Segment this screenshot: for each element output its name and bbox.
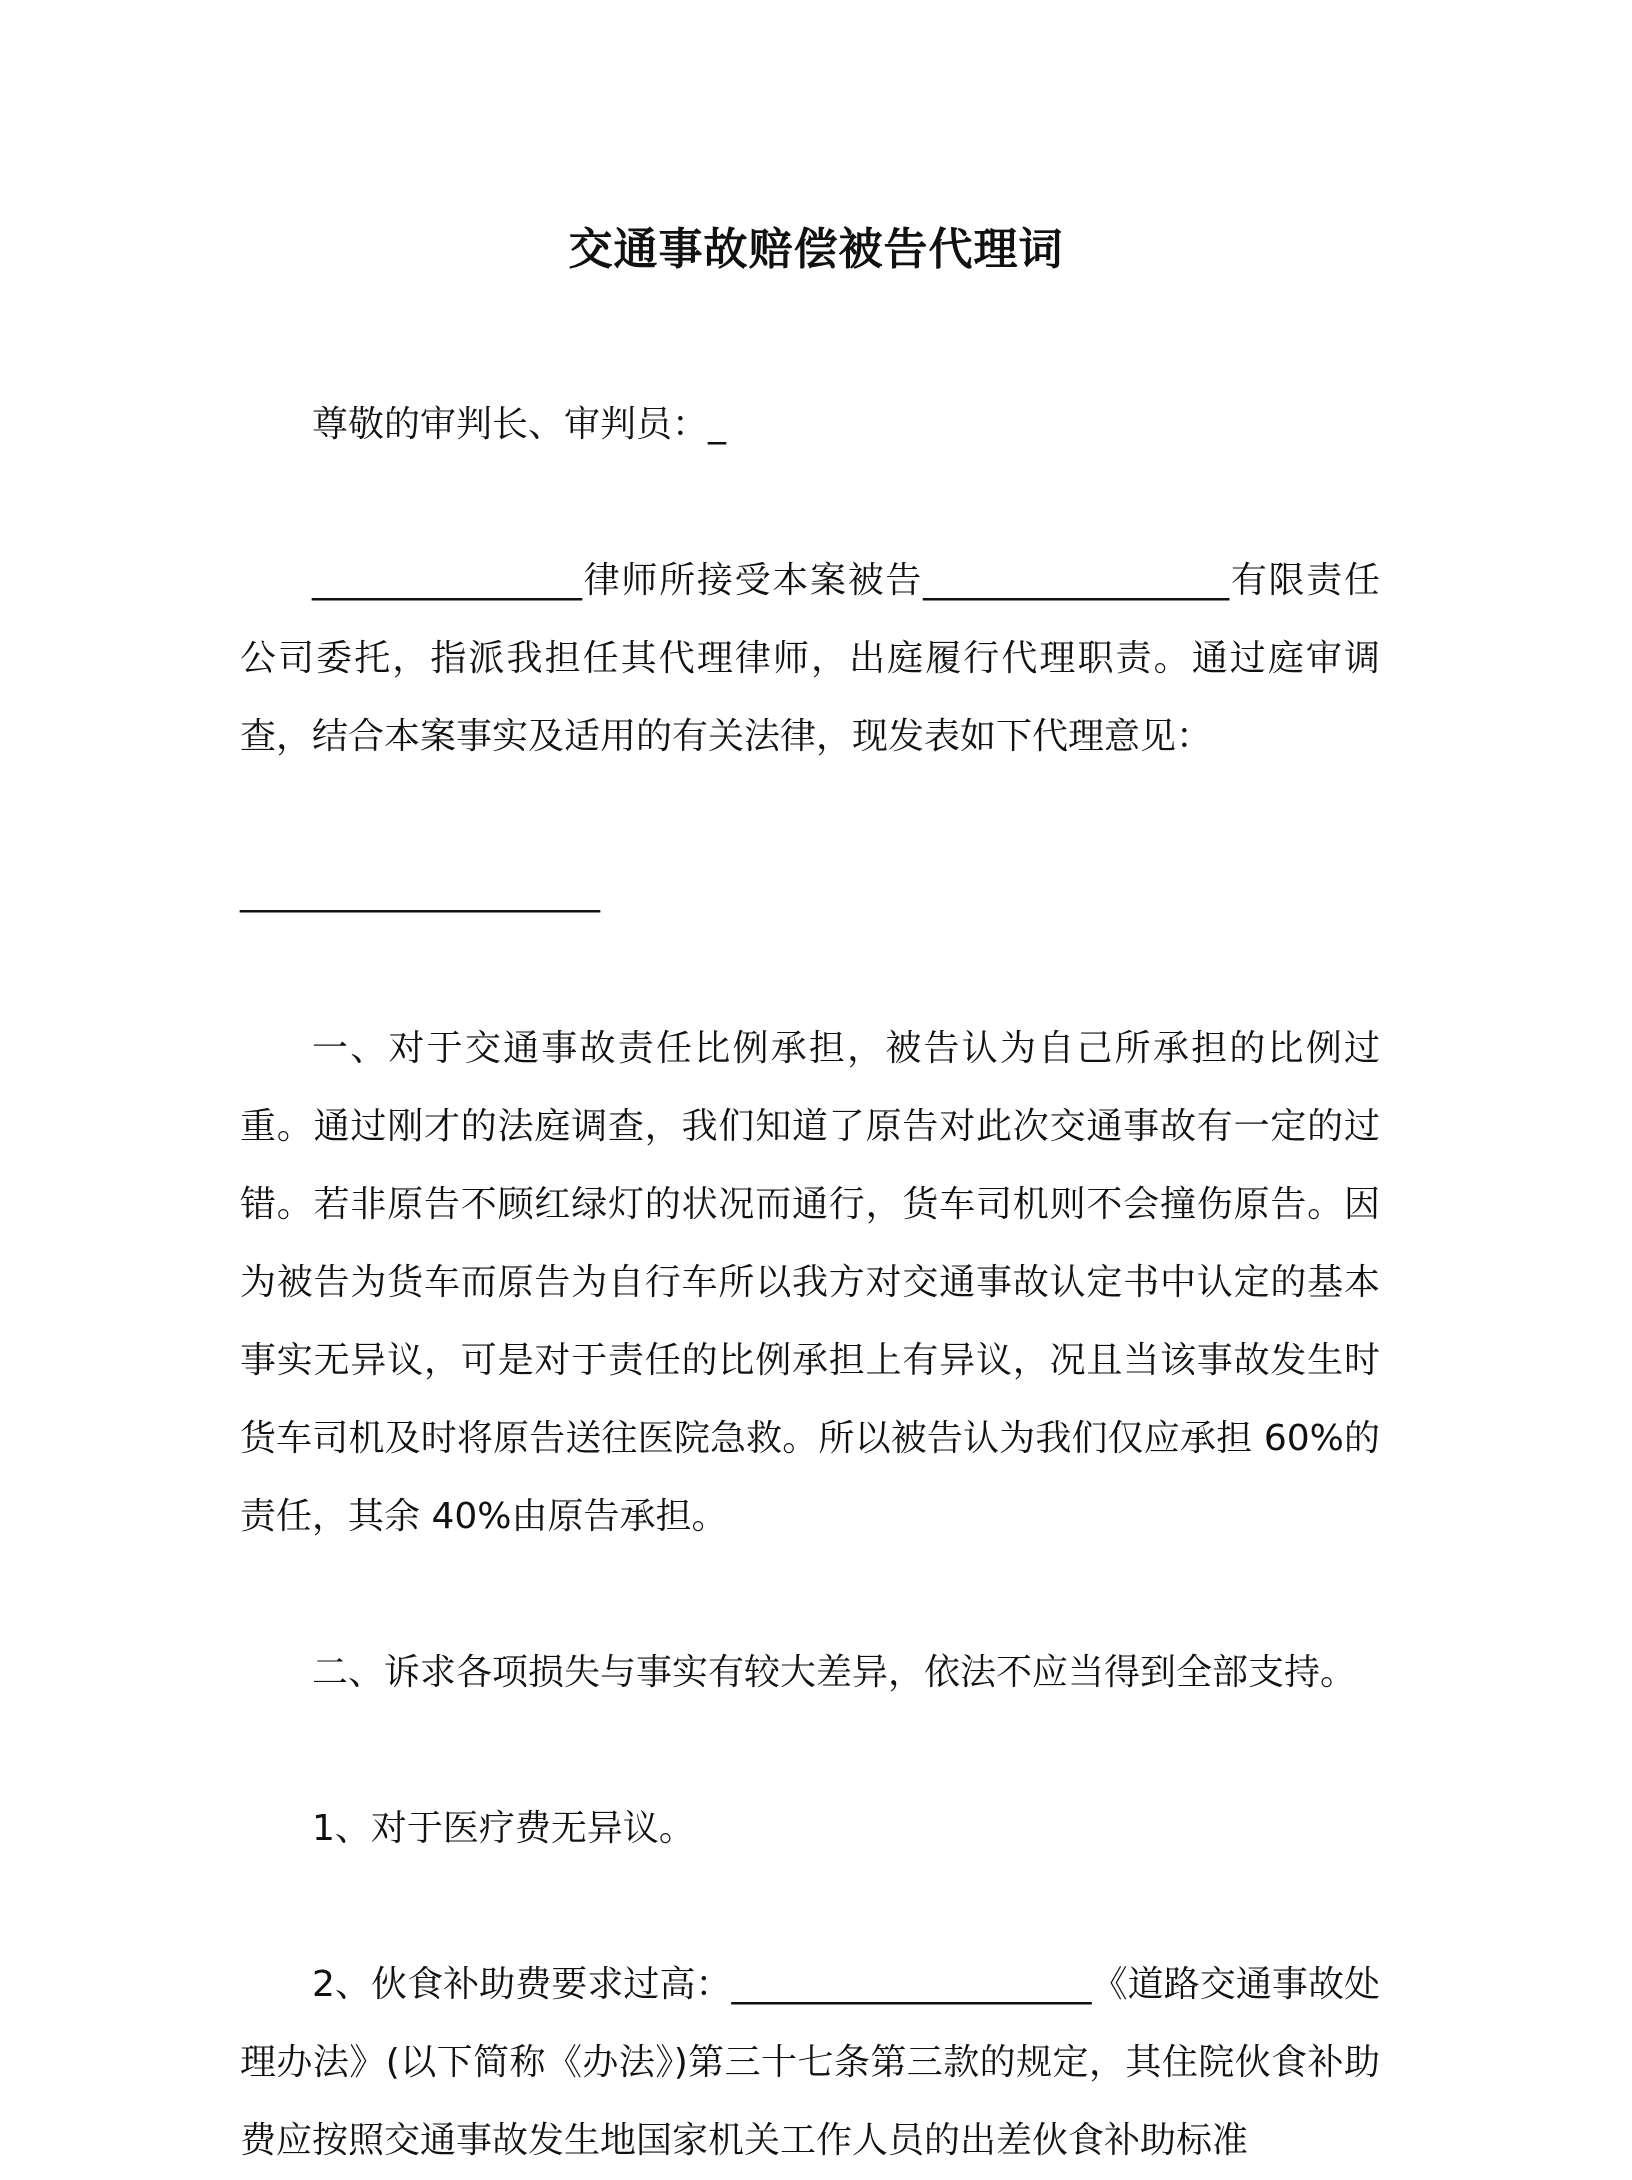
document-title: 交通事故赔偿被告代理词 bbox=[568, 224, 1064, 275]
opinion-one-paragraph: 一、对于交通事故责任比例承担，被告认为自己所承担的比例过重。通过刚才的法庭调查，我们知道了原告对此次交通事故有一定的过错。若非原告不顾红绿灯的状况而通行，货车司机则不会撞伤原告。因为被告为货车而原告为自行车所以我方对交通事故认定书中认定的基本事实无异议，可是对于责任的比例承担上有异议，况且当该事故发生时货车司机及时将原告送往医院急救。所以被告认为我们仅应承担 60%的责任，其余 40%由原告承担。 bbox=[240, 1028, 1380, 1537]
salutation-paragraph: 尊敬的审判长、审判员：_ bbox=[312, 404, 727, 445]
blank-line-paragraph: ____________________ bbox=[240, 872, 600, 913]
medical-fee-paragraph: 1、对于医疗费无异议。 bbox=[312, 1808, 695, 1849]
document-body bbox=[240, 386, 1380, 2180]
meal-subsidy-paragraph: 2、伙食补助费要求过高：____________________《道路交通事故处理办法》(以下简称《办法》)第三十七条第三款的规定，其住院伙食补助费应按照交通事故发生地国家机关工作人员的出差伙食补助标准 bbox=[240, 1964, 1380, 2161]
intro-paragraph: _______________律师所接受本案被告_________________有限责任公司委托，指派我担任其代理律师，出庭履行代理职责。通过庭审调查，结合本案事实及适用的有关法律，现发表如下代理意见： bbox=[240, 560, 1380, 757]
opinion-two-paragraph: 二、诉求各项损失与事实有较大差异，依法不应当得到全部支持。 bbox=[312, 1652, 1357, 1693]
